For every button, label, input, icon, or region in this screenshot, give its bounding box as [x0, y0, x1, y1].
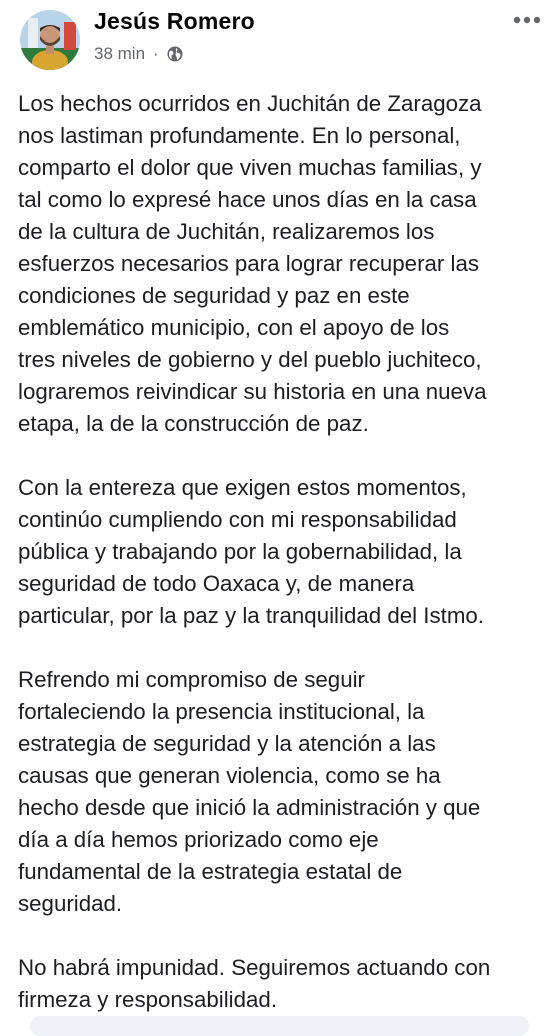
post-paragraph: Con la entereza que exigen estos momentos, continúo cumpliendo con mi responsabilidad pública y trabajando por la gobernabilidad, la seguridad de todo Oaxaca y, de manera particular, por la paz y la tranquilidad del Istmo.: [18, 475, 485, 628]
post-meta: [94, 42, 183, 66]
post-paragraph: Refrendo mi compromiso de seguir fortaleciendo la presencia institucional, la estrategia de seguridad y la atención a las causas que generan violencia, como se ha hecho desde que inició la administración y que día a día hemos priorizado como eje fundamental de la estrategia estatal de seguridad.: [18, 667, 481, 916]
more-options-button[interactable]: [509, 6, 545, 34]
globe-icon[interactable]: [167, 46, 183, 62]
meta-separator: ·: [153, 44, 159, 63]
post-paragraph: Los hechos ocurridos en Juchitán de Zaragoza nos lastiman profundamente. En lo personal, comparto el dolor que viven muchas familias, y tal como lo expresé hace unos días en la casa de la cultura de Juchitán, realizaremos los esfuerzos necesarios para lograr recuperar las condiciones de seguridad y paz en este emblemático municipio, con el apoyo de los tres niveles de gobierno y del pueblo juchiteco, lograremos reivindicar su historia en una nueva etapa, la de la construcción de paz.: [18, 91, 487, 436]
post-header: [0, 0, 559, 82]
more-horizontal-icon: [512, 16, 542, 24]
avatar[interactable]: [20, 10, 80, 70]
avatar-image: [20, 10, 80, 70]
post-body: [18, 88, 548, 1016]
post-time[interactable]: 38 min: [94, 44, 146, 63]
post-paragraph: No habrá impunidad. Seguiremos actuando con firmeza y responsabilidad.: [18, 955, 491, 1012]
bottom-bar: [30, 1016, 529, 1036]
author-name[interactable]: Jesús Romero: [94, 8, 255, 34]
